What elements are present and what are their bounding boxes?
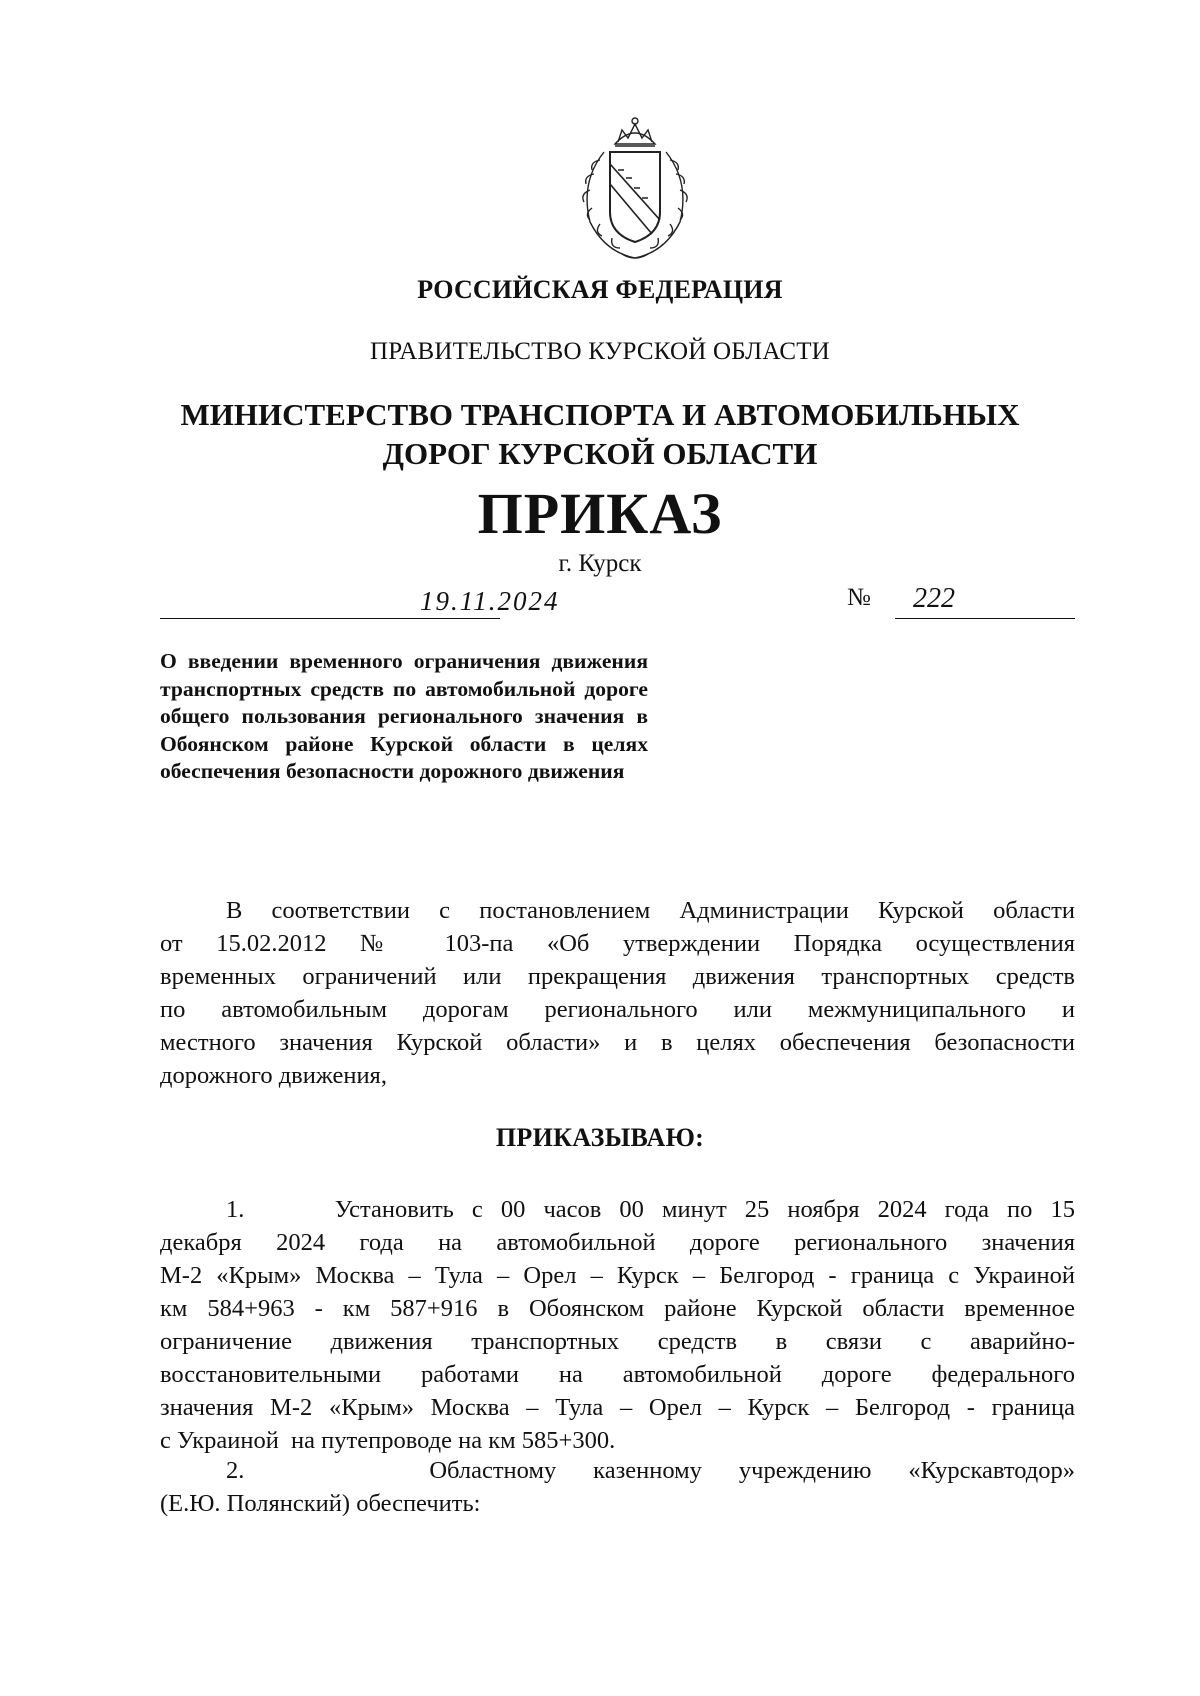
coat-of-arms-emblem <box>560 112 710 264</box>
item-line: восстановительными работами на автомобильной дороге федерального <box>160 1361 1075 1388</box>
item-line: (Е.Ю. Полянский) обеспечить: <box>160 1490 481 1517</box>
item-line: М-2 «Крым» Москва – Тула – Орел – Курск – Белгород - граница с Украиной <box>160 1262 1075 1289</box>
preamble-line: дорожного движения, <box>160 1062 387 1089</box>
handwritten-number: 222 <box>913 583 955 614</box>
preamble-line: от 15.02.2012 № 103-па «Об утверждении Порядка осуществления <box>160 930 1075 957</box>
order-verb-heading: ПРИКАЗЫВАЮ: <box>495 1123 705 1152</box>
city-label: г. Курск <box>558 550 642 577</box>
ministry-heading <box>0 395 1200 473</box>
order-item-1 <box>160 1193 1075 1457</box>
country-heading: РОССИЙСКАЯ ФЕДЕРАЦИЯ <box>417 275 783 304</box>
preamble-line: В соответствии с постановлением Администрации Курской области <box>226 897 1075 924</box>
number-underline <box>895 618 1075 619</box>
ministry-heading-line1: МИНИСТЕРСТВО ТРАНСПОРТА И АВТОМОБИЛЬНЫХ <box>180 397 1020 432</box>
order-subject: О введении временного ограничения движения транспортных средств по автомобильной дороге общего пользования регионального значения в Обоянском районе Курской области в целях обеспечения безопасности дорожного движения <box>160 649 648 783</box>
item-line: 2. Областному казенному учреждению «Курскавтодор» <box>226 1457 1075 1484</box>
document-type-title: ПРИКАЗ <box>477 481 723 546</box>
government-heading: ПРАВИТЕЛЬСТВО КУРСКОЙ ОБЛАСТИ <box>370 338 830 365</box>
preamble-line: по автомобильным дорогам регионального или межмуниципального и <box>160 996 1075 1023</box>
item-line: 1. Установить с 00 часов 00 минут 25 ноября 2024 года по 15 <box>226 1196 1075 1223</box>
preamble-line: временных ограничений или прекращения движения транспортных средств <box>160 963 1075 990</box>
ministry-heading-line2: ДОРОГ КУРСКОЙ ОБЛАСТИ <box>382 436 818 471</box>
order-item-2 <box>160 1454 1075 1520</box>
preamble-line: местного значения Курской области» и в целях обеспечения безопасности <box>160 1029 1075 1056</box>
item-line: км 584+963 - км 587+916 в Обоянском районе Курской области временное <box>160 1295 1075 1322</box>
item-line: ограничение движения транспортных средств в связи с аварийно- <box>160 1328 1075 1355</box>
item-line: значения М-2 «Крым» Москва – Тула – Орел – Курск – Белгород - граница <box>160 1394 1075 1421</box>
number-label: № <box>847 584 871 611</box>
preamble-paragraph <box>160 894 1075 1092</box>
item-line: с Украиной на путепроводе на км 585+300. <box>160 1427 616 1454</box>
item-line: декабря 2024 года на автомобильной дороге регионального значения <box>160 1229 1075 1256</box>
date-underline <box>160 618 500 619</box>
handwritten-date: 19.11.2024 <box>420 586 560 616</box>
